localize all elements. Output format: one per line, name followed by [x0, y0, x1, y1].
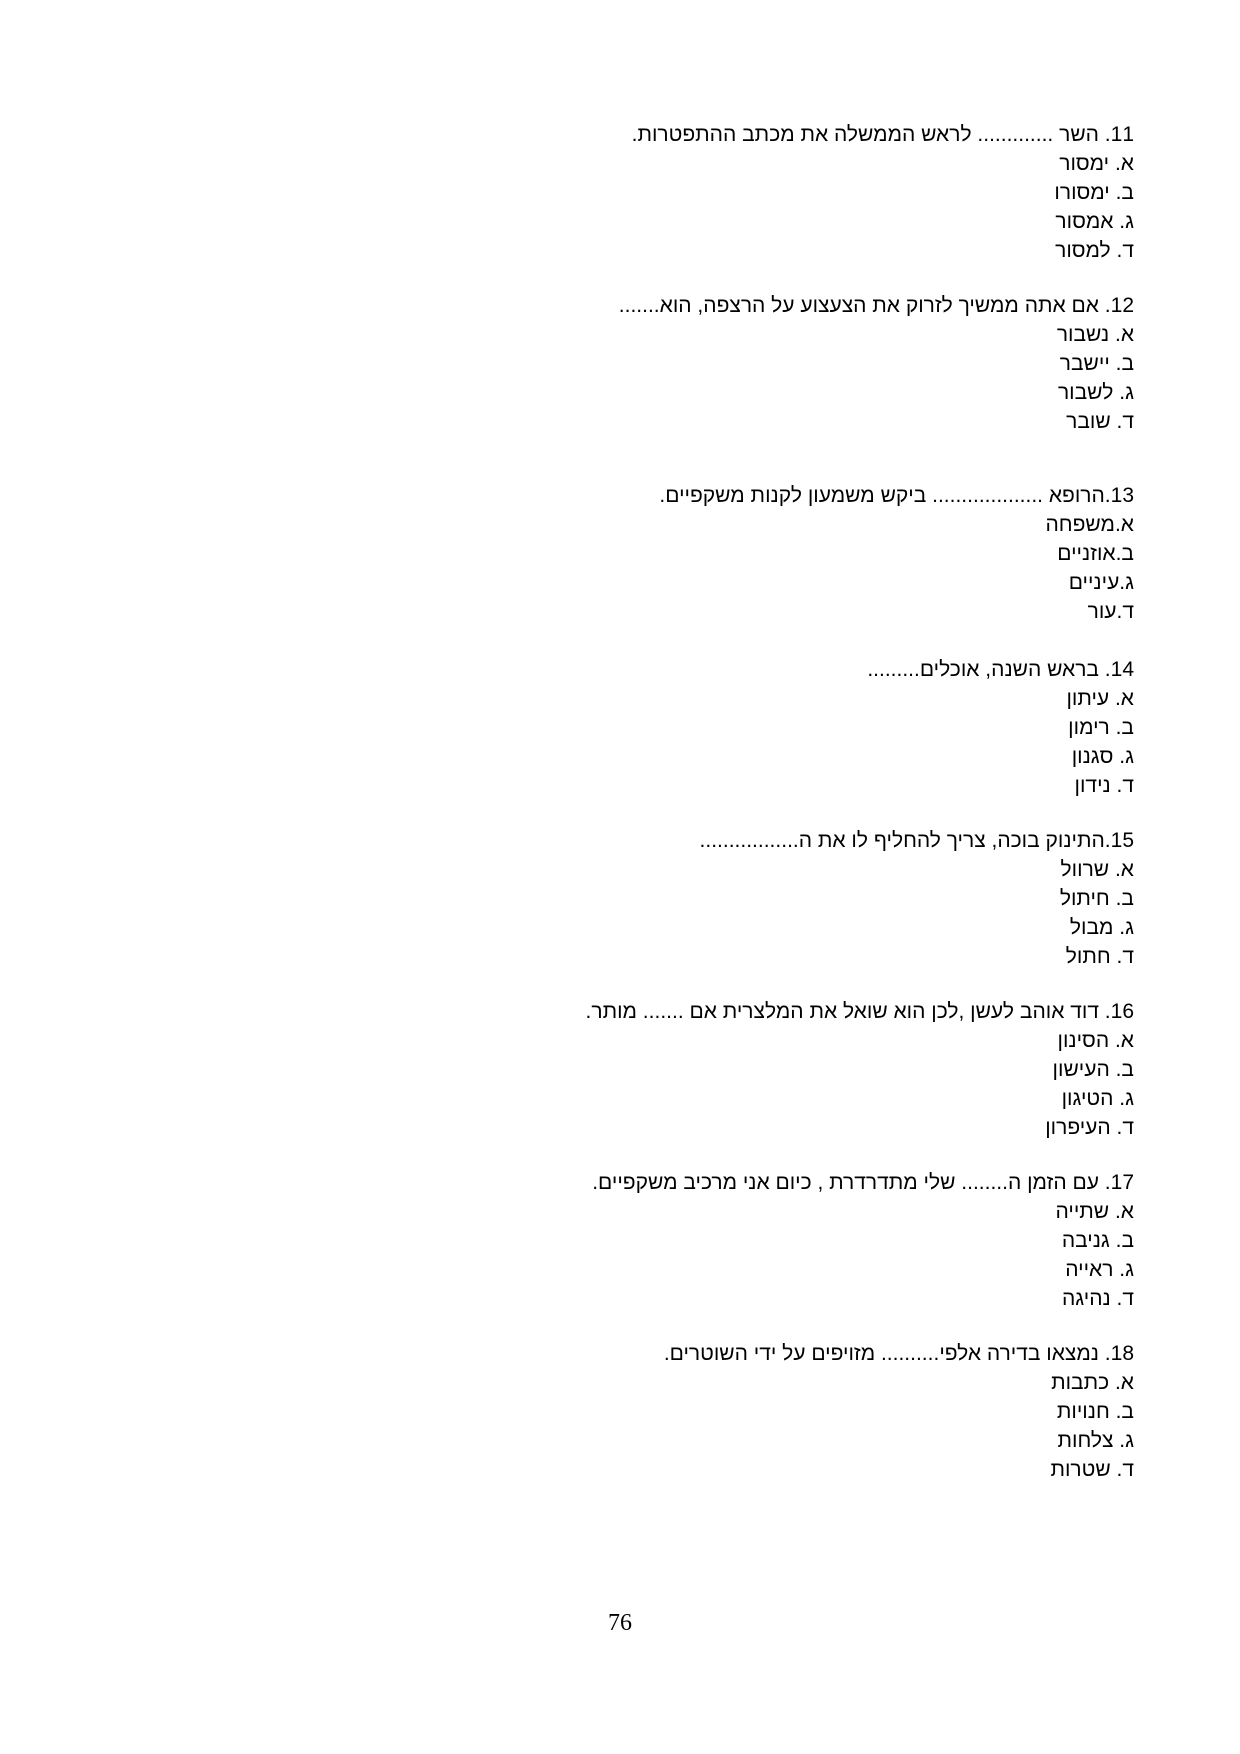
question-13	[434, 481, 1134, 626]
option-a: א. הסינון	[1057, 1029, 1134, 1052]
option-a: א. שרוול	[1060, 858, 1134, 881]
option-d: ד. נהיגה	[1061, 1287, 1134, 1310]
option-d: ד. חתול	[1065, 945, 1134, 968]
option-c: ג. צלחות	[1057, 1429, 1134, 1452]
option-b: ב. ימסורו	[1054, 181, 1134, 204]
question-text: 17. עם הזמן ה........ שלי מתדרדרת , כיום אני מרכיב משקפיים.	[592, 1171, 1134, 1194]
option-c: ג. לשבור	[1057, 381, 1134, 404]
page-number: 76	[608, 1610, 632, 1636]
option-b: ב. חנויות	[1056, 1400, 1134, 1423]
question-text: 18. נמצאו בדירה אלפי.......... מזויפים על ידי השוטרים.	[663, 1342, 1134, 1365]
question-text: 15.התינוק בוכה, צריך להחליף לו את ה.................	[699, 829, 1134, 852]
option-c: ג. הטיגון	[1061, 1087, 1134, 1110]
question-text: 13.הרופא ................... ביקש משמעון לקנות משקפיים.	[659, 484, 1134, 507]
question-12	[434, 291, 1134, 436]
option-a: א. נשבור	[1056, 323, 1134, 346]
question-16	[434, 997, 1134, 1142]
option-b: ב. העישון	[1052, 1058, 1134, 1081]
question-text: 11. השר ............. לראש הממשלה את מכתב ההתפטרות.	[631, 123, 1134, 146]
option-d: ד. למסור	[1055, 239, 1134, 262]
option-c: ג.עיניים	[1068, 571, 1134, 594]
option-d: ד. שובר	[1066, 410, 1134, 433]
question-18	[434, 1339, 1134, 1484]
question-17	[434, 1168, 1134, 1313]
question-15	[434, 826, 1134, 971]
option-a: א.משפחה	[1045, 513, 1134, 536]
option-c: ג. סגנון	[1071, 745, 1134, 768]
question-14	[434, 655, 1134, 800]
option-b: ב. רימון	[1068, 716, 1134, 739]
question-11	[434, 120, 1134, 265]
question-text: 14. בראש השנה, אוכלים.........	[867, 658, 1134, 681]
option-d: ד.עור	[1087, 600, 1134, 623]
option-b: ב.אוזניים	[1057, 542, 1134, 565]
option-b: ב. גניבה	[1061, 1229, 1134, 1252]
option-a: א. עיתון	[1066, 687, 1134, 710]
option-c: ג. אמסור	[1055, 210, 1134, 233]
option-b: ב. חיתול	[1059, 887, 1134, 910]
option-d: ד. נידון	[1074, 774, 1134, 797]
question-text: 16. דוד אוהב לעשן ,לכן הוא שואל את המלצרית אם ....... מותר.	[585, 1000, 1134, 1023]
option-d: ד. שטרות	[1050, 1458, 1134, 1481]
option-b: ב. יישבר	[1059, 352, 1134, 375]
option-d: ד. העיפרון	[1045, 1116, 1134, 1139]
option-a: א. שתייה	[1055, 1200, 1134, 1223]
option-a: א. ימסור	[1059, 152, 1134, 175]
option-a: א. כתבות	[1051, 1371, 1134, 1394]
option-c: ג. ראייה	[1065, 1258, 1134, 1281]
question-text: 12. אם אתה ממשיך לזרוק את הצעצוע על הרצפה, הוא.......	[618, 294, 1134, 317]
option-c: ג. מבול	[1069, 916, 1134, 939]
